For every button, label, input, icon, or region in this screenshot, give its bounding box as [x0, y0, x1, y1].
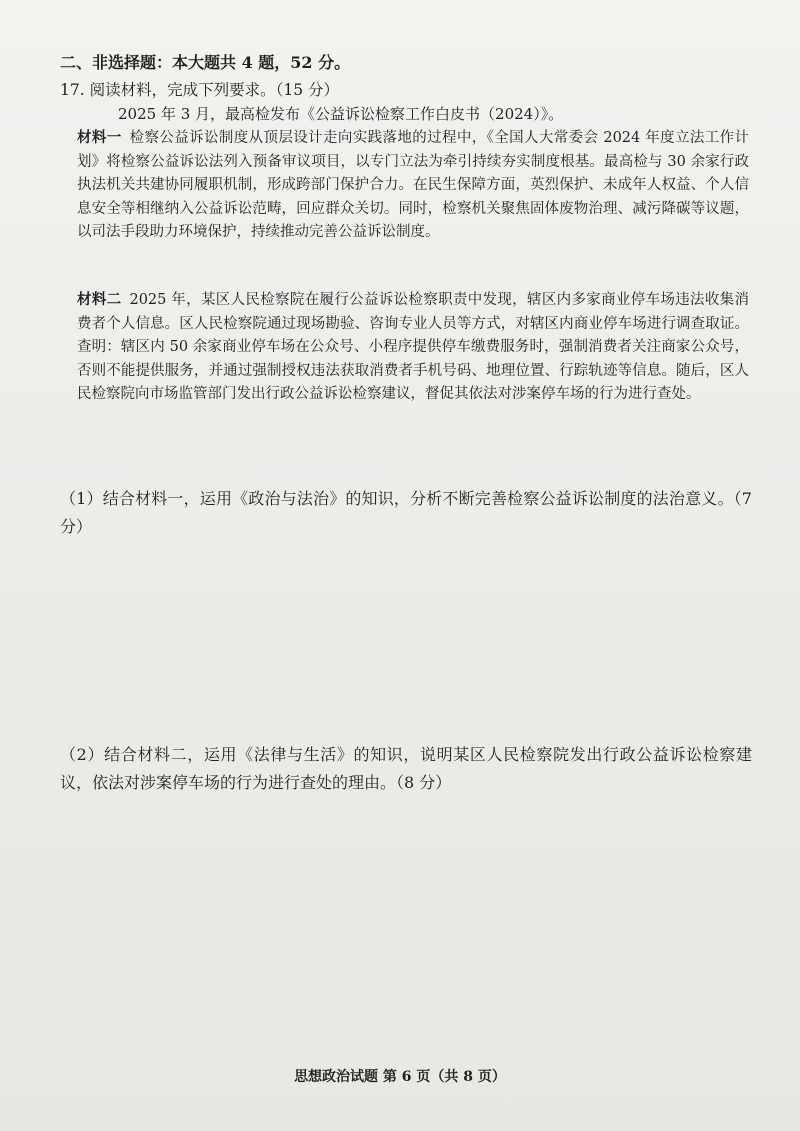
material-1-label: 材料一 [77, 129, 122, 146]
page-footer: 思想政治试题 第 6 页（共 8 页） [294, 1069, 506, 1085]
question-17-header: 17. 阅读材料，完成下列要求。（15 分） [60, 81, 339, 99]
material-2-label: 材料二 [77, 291, 122, 308]
material-2-text: 2025 年，某区人民检察院在履行公益诉讼检察职责中发现，辖区内多家商业停车场违法收集消费者个人信息。区人民检察院通过现场勘验、咨询专业人员等方式，对辖区内商业停车场进行调查取证。查明：辖区内 50 余家商业停车场在公众号、小程序提供停车缴费服务时，强制消费者关注商家公众号，否则不能提供服务，并通过强制授权违法获取消费者手机号码、地理位置、行踪轨迹等信息。随后，区人民检察院向市场监管部门发出行政公益诉讼检察建议，督促其依法对涉案停车场的行为进行查处。 [77, 292, 749, 402]
section-heading: 二、非选择题：本大题共 4 题，52 分。 [60, 53, 351, 72]
sub-question-1: （1）结合材料一，运用《政治与法治》的知识，分析不断完善检察公益诉讼制度的法治意义。（7 分） [60, 489, 752, 536]
sub-question-2: （2）结合材料二，运用《法律与生活》的知识，说明某区人民检察院发出行政公益诉讼检察建议，依法对涉案停车场的行为进行查处的理由。（8 分） [60, 745, 752, 792]
question-intro: 2025 年 3 月，最高检发布《公益诉讼检察工作白皮书（2024）》。 [118, 105, 564, 123]
material-1 [77, 126, 749, 245]
material-1-text: 检察公益诉讼制度从顶层设计走向实践落地的过程中，《全国人大常委会 2024 年度立法工作计划》将检察公益诉讼法列入预备审议项目，以专门立法为牵引持续夯实制度根基。最高检与 30 余家行政执法机关共建协同履职机制，形成跨部门保护合力。在民生保障方面，英烈保护、未成年人权益、个人信息安全等相继纳入公益诉讼范畴，回应群众关切。同时，检察机关聚焦固体废物治理、减污降碳等议题，以司法手段助力环境保护，持续推动完善公益诉讼制度。 [77, 130, 749, 240]
material-2 [77, 288, 749, 407]
